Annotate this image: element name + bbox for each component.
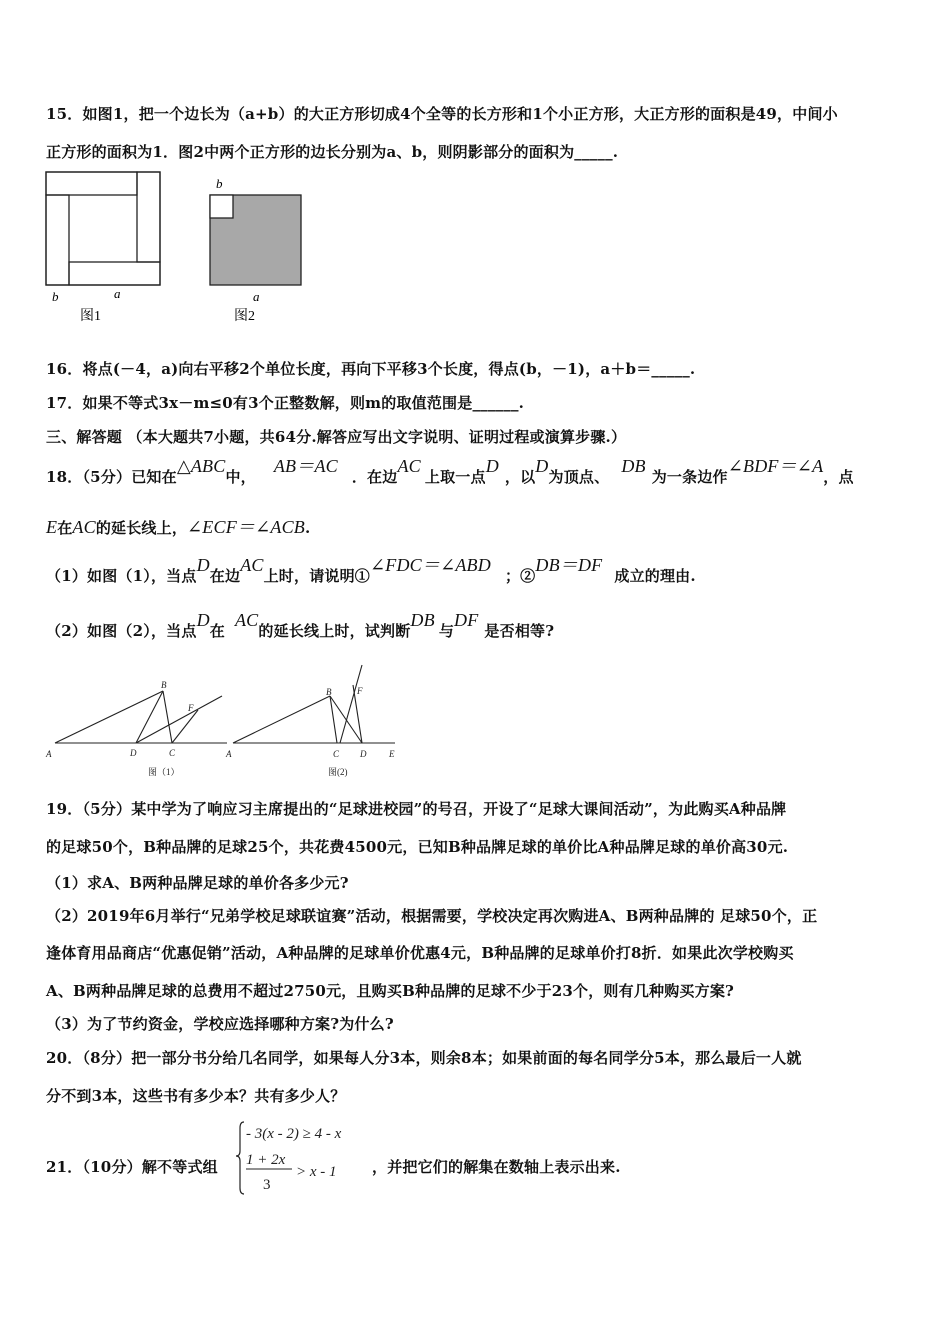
- q21-frac-numerator: 1 + 2x: [246, 1152, 286, 1168]
- q18-figures: [40, 660, 410, 785]
- q21-prefix: 21．（10分）解不等式组: [46, 1158, 218, 1176]
- fig2-label-F: F: [357, 686, 363, 696]
- fig1-label-D: D: [130, 748, 137, 758]
- fig1-label-F: F: [188, 703, 194, 713]
- q19-sub2-line1: （2）2019年6月举行“兄弟学校足球联谊赛”活动，根据需要，学校决定再次购进A、B两种品牌的 足球50个，正: [46, 907, 818, 925]
- left-brace: [236, 1122, 244, 1194]
- q15-fig1-label-b: b: [52, 289, 59, 304]
- q21-suffix: ，并把它们的解集在数轴上表示出来.: [372, 1158, 621, 1176]
- q15-figure-2: [200, 168, 320, 328]
- fig2-label-E: E: [389, 749, 395, 759]
- q16: 16．将点(－4，a)向右平移2个单位长度，再向下平移3个长度，得点(b，－1)，a＋b＝_____.: [46, 360, 696, 378]
- q19-sub2-line3: A、B两种品牌足球的总费用不超过2750元，且购买B种品牌的足球不少于23个，则有几种购买方案?: [46, 982, 735, 1000]
- q19-sub3: （3）为了节约资金，学校应选择哪种方案?为什么?: [46, 1015, 394, 1033]
- q15-line2: 正方形的面积为1．图2中两个正方形的边长分别为a、b，则阴影部分的面积为_____.: [46, 143, 619, 161]
- q18-sub2: （2）如图（2），当点D在AC的延长线上时，试判断DB与DF是否相等?: [46, 610, 555, 640]
- q15-fig1-caption: 图1: [80, 309, 101, 324]
- q21-ineq1: - 3(x - 2) ≥ 4 - x: [246, 1126, 342, 1142]
- fig2-caption: 图(2): [328, 767, 348, 777]
- q20-line1: 20．（8分）把一部分书分给几名同学，如果每人分3本，则余8本；如果前面的每名同学分5本，那么最后一人就: [46, 1049, 802, 1067]
- section3-heading: 三、解答题 （本大题共7小题，共64分.解答应写出文字说明、证明过程或演算步骤.）: [46, 428, 627, 446]
- q15-fig1-label-a: a: [114, 286, 121, 301]
- q21-ineq2-rhs: > x - 1: [296, 1164, 337, 1180]
- q18-figure-1: [55, 691, 227, 743]
- q20-line2: 分不到3本，这些书有多少本？共有多少人？: [46, 1087, 346, 1105]
- q15-figure-1: [40, 168, 170, 328]
- q15-fig2-caption: 图2: [234, 309, 255, 324]
- fig1-label-A: A: [46, 749, 52, 759]
- q17: 17．如果不等式3x－m≤0有3个正整数解，则m的取值范围是______.: [46, 394, 525, 412]
- q21-inequality-system: [236, 1118, 376, 1198]
- q21-frac-denominator: 3: [263, 1177, 271, 1193]
- fig2-label-A: A: [226, 749, 232, 759]
- q18-line2: E在AC的延长线上，∠ECF＝∠ACB.: [46, 517, 311, 537]
- q18-sub1: （1）如图（1），当点D在边AC上时，请说明①∠FDC＝∠ABD；②DB＝DF成立的理由.: [46, 555, 696, 585]
- q15-fig2-label-b: b: [216, 176, 223, 191]
- fig2-label-B: B: [326, 687, 332, 697]
- q18-figure-2: [233, 665, 395, 743]
- q15-line1: 15．如图1，把一个边长为（a+b）的大正方形切成4个全等的长方形和1个小正方形，大正方形的面积是49，中间小: [46, 105, 838, 123]
- q19-sub2-line2: 逢体育用品商店“优惠促销”活动，A种品牌的足球单价优惠4元，B种品牌的足球单价打8折．如果此次学校购买: [46, 944, 794, 962]
- q19-line2: 的足球50个，B种品牌的足球25个，共花费4500元，已知B种品牌足球的单价比A种品牌足球的单价高30元.: [46, 838, 789, 856]
- fig2-label-C: C: [333, 749, 340, 759]
- q19-sub1: （1）求A、B两种品牌足球的单价各多少元?: [46, 874, 349, 892]
- fig1-label-C: C: [169, 748, 176, 758]
- q19-line1: 19．（5分）某中学为了响应习主席提出的“足球进校园”的号召，开设了“足球大课间活动”，为此购买A种品牌: [46, 800, 787, 818]
- fig1-label-B: B: [161, 680, 167, 690]
- fig2-label-D: D: [360, 749, 367, 759]
- fig1-caption: 图（1）: [148, 767, 180, 777]
- q18-line1: 18．（5分）已知在△ABC中，AB＝AC．在边AC上取一点D，以D为顶点、DB为一条边作∠BDF＝∠A，点: [46, 456, 854, 486]
- q15-fig2-label-a: a: [253, 289, 260, 304]
